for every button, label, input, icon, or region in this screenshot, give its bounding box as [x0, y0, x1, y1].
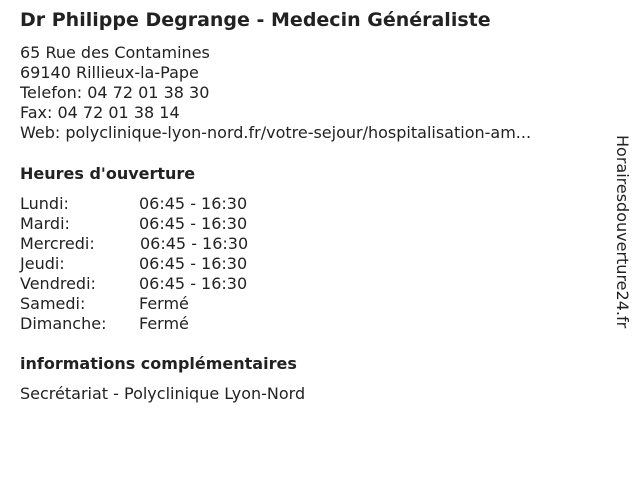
additional-info-text: Secrétariat - Polyclinique Lyon-Nord — [20, 384, 306, 403]
hours-row-saturday — [20, 294, 320, 314]
hours-row-tuesday — [20, 214, 320, 234]
address-city: 69140 Rillieux-la-Pape — [20, 63, 199, 82]
day-hours: 06:45 - 16:30 — [139, 214, 248, 233]
additional-info-heading: informations complémentaires — [20, 354, 297, 373]
hours-row-wednesday — [20, 234, 320, 254]
hours-row-monday — [20, 194, 320, 214]
day-label: Samedi: — [20, 294, 86, 313]
day-hours: 06:45 - 16:30 — [140, 234, 249, 253]
day-label: Jeudi: — [20, 254, 65, 273]
page-title: Dr Philippe Degrange - Medecin Généraliste — [20, 9, 491, 31]
opening-hours-list — [20, 194, 320, 334]
day-label: Mardi: — [20, 214, 70, 233]
contact-info — [20, 43, 531, 143]
day-label: Lundi: — [20, 194, 69, 213]
website-link[interactable]: Web: polyclinique-lyon-nord.fr/votre-sejour/hospitalisation-am... — [20, 123, 532, 142]
hours-row-sunday — [20, 314, 320, 334]
site-watermark: Horairesdouverture24.fr — [613, 135, 632, 329]
phone-number[interactable]: Telefon: 04 72 01 38 30 — [20, 83, 210, 102]
day-hours: Fermé — [139, 294, 189, 313]
hours-row-friday — [20, 274, 320, 294]
day-hours: 06:45 - 16:30 — [139, 254, 248, 273]
fax-number: Fax: 04 72 01 38 14 — [20, 103, 180, 122]
day-label: Vendredi: — [20, 274, 96, 293]
day-label: Dimanche: — [20, 314, 107, 333]
day-label: Mercredi: — [20, 234, 95, 253]
opening-hours-heading: Heures d'ouverture — [20, 164, 196, 183]
hours-row-thursday — [20, 254, 320, 274]
address-street: 65 Rue des Contamines — [20, 43, 210, 62]
day-hours: Fermé — [139, 314, 189, 333]
day-hours: 06:45 - 16:30 — [139, 274, 248, 293]
day-hours: 06:45 - 16:30 — [139, 194, 248, 213]
